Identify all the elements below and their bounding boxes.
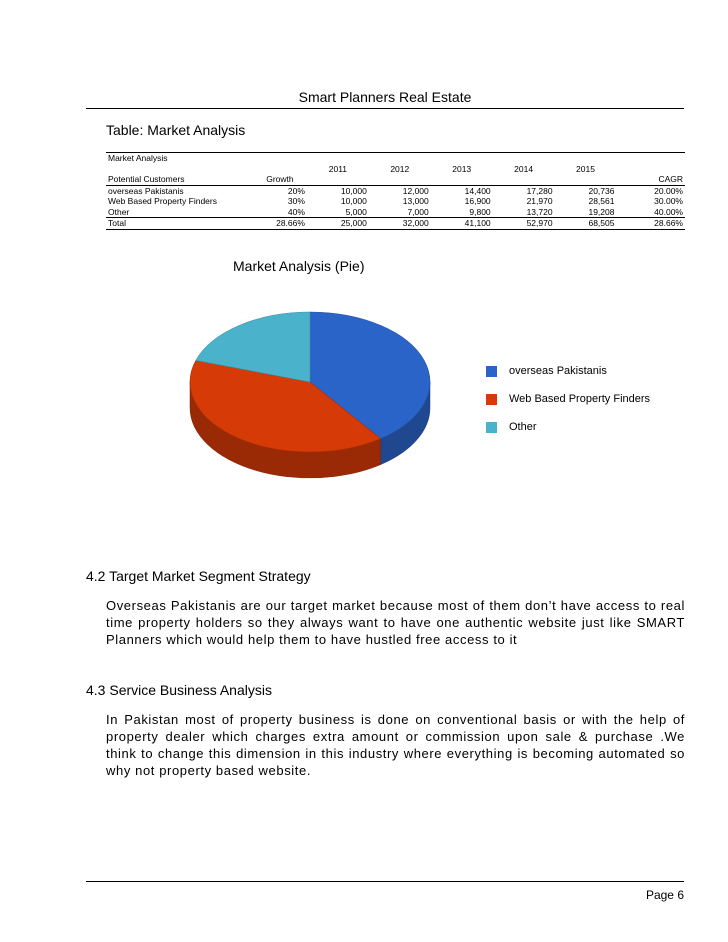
row-label: Total xyxy=(106,218,264,230)
table-caption: Market Analysis xyxy=(106,153,685,164)
legend-label: overseas Pakistanis xyxy=(509,365,607,377)
table-cell: 12,000 xyxy=(402,185,429,196)
chart-title: Market Analysis (Pie) xyxy=(233,258,365,274)
section-body-4-2: Overseas Pakistanis are our target market because most of them don’t have access to real time property holders so they always want to have one authentic website just like SMART Planners which would help them to have hustled free access to it xyxy=(106,598,685,647)
legend-label: Web Based Property Finders xyxy=(509,393,651,405)
table-cell: 21,970 xyxy=(526,196,553,206)
table-cell: 13,000 xyxy=(402,196,429,206)
table-cell: 28.66% xyxy=(616,218,685,230)
table-cell: 28.66% xyxy=(264,218,307,230)
table-cell: 14,400 xyxy=(464,185,491,196)
table-row xyxy=(106,196,685,207)
table-cell: 10,000 xyxy=(340,185,367,196)
table-cell: 20% xyxy=(287,185,305,196)
legend-swatch xyxy=(486,394,497,405)
table-cell: 19,208 xyxy=(588,206,615,217)
column-header: Potential Customers xyxy=(106,174,264,185)
legend-swatch xyxy=(486,366,497,377)
table-cell: 7,000 xyxy=(407,206,429,217)
section-body-4-3: In Pakistan most of property business is done on conventional basis or with the help of property dealer which charges extra amount or commission upon sale & purchase .We think to change this dimension in this industry where everything is becoming automated so why not property based website. xyxy=(106,712,685,778)
legend-item xyxy=(486,392,650,406)
legend-label: Other xyxy=(509,421,537,433)
table-cell: 52,970 xyxy=(493,218,555,230)
column-header-row xyxy=(106,174,685,185)
table-caption-row xyxy=(106,153,685,164)
year-header: 2013 xyxy=(452,163,472,174)
year-header-row xyxy=(106,164,685,175)
column-header: Growth xyxy=(264,174,307,185)
table-cell: 16,900 xyxy=(464,196,491,206)
table-cell: 20.00% xyxy=(654,185,683,196)
table-cell: 17,280 xyxy=(526,185,553,196)
page-header xyxy=(86,86,684,109)
table-cell: 30% xyxy=(287,196,305,206)
year-header: 2015 xyxy=(576,163,595,174)
row-label: Other xyxy=(108,206,130,217)
legend-swatch xyxy=(486,422,497,433)
table-cell: 32,000 xyxy=(369,218,431,230)
document-title: Smart Planners Real Estate xyxy=(298,89,472,105)
row-label: Web Based Property Finders xyxy=(108,196,217,206)
table-row xyxy=(106,185,685,196)
table-row xyxy=(106,207,685,218)
market-analysis-table xyxy=(106,152,685,230)
pie-chart xyxy=(180,300,440,480)
table-cell: 9,800 xyxy=(469,206,491,217)
section-heading-4-2: 4.2 Target Market Segment Strategy xyxy=(86,568,311,584)
section-heading-4-3: 4.3 Service Business Analysis xyxy=(86,682,272,698)
chart-legend xyxy=(486,364,650,448)
table-cell: 25,000 xyxy=(307,218,369,230)
column-header: CAGR xyxy=(616,174,685,185)
table-title: Table: Market Analysis xyxy=(106,122,246,138)
table-cell: 20,736 xyxy=(588,185,615,196)
table-cell: 5,000 xyxy=(345,206,367,217)
table-cell: 13,720 xyxy=(526,206,553,217)
legend-item xyxy=(486,364,650,378)
table-cell: 68,505 xyxy=(555,218,617,230)
table-cell: 40.00% xyxy=(654,206,683,217)
table-cell: 41,100 xyxy=(431,218,493,230)
year-header: 2014 xyxy=(514,163,534,174)
page-number: Page 6 xyxy=(645,888,684,902)
year-header: 2011 xyxy=(328,163,348,174)
total-row xyxy=(106,218,685,230)
page-footer xyxy=(86,881,684,902)
legend-item xyxy=(486,420,650,434)
table-cell: 10,000 xyxy=(340,196,367,206)
row-label: overseas Pakistanis xyxy=(108,185,184,196)
year-header: 2012 xyxy=(390,163,410,174)
table-cell: 40% xyxy=(287,206,305,217)
table-cell: 28,561 xyxy=(588,196,615,206)
table-cell: 30.00% xyxy=(654,196,683,206)
